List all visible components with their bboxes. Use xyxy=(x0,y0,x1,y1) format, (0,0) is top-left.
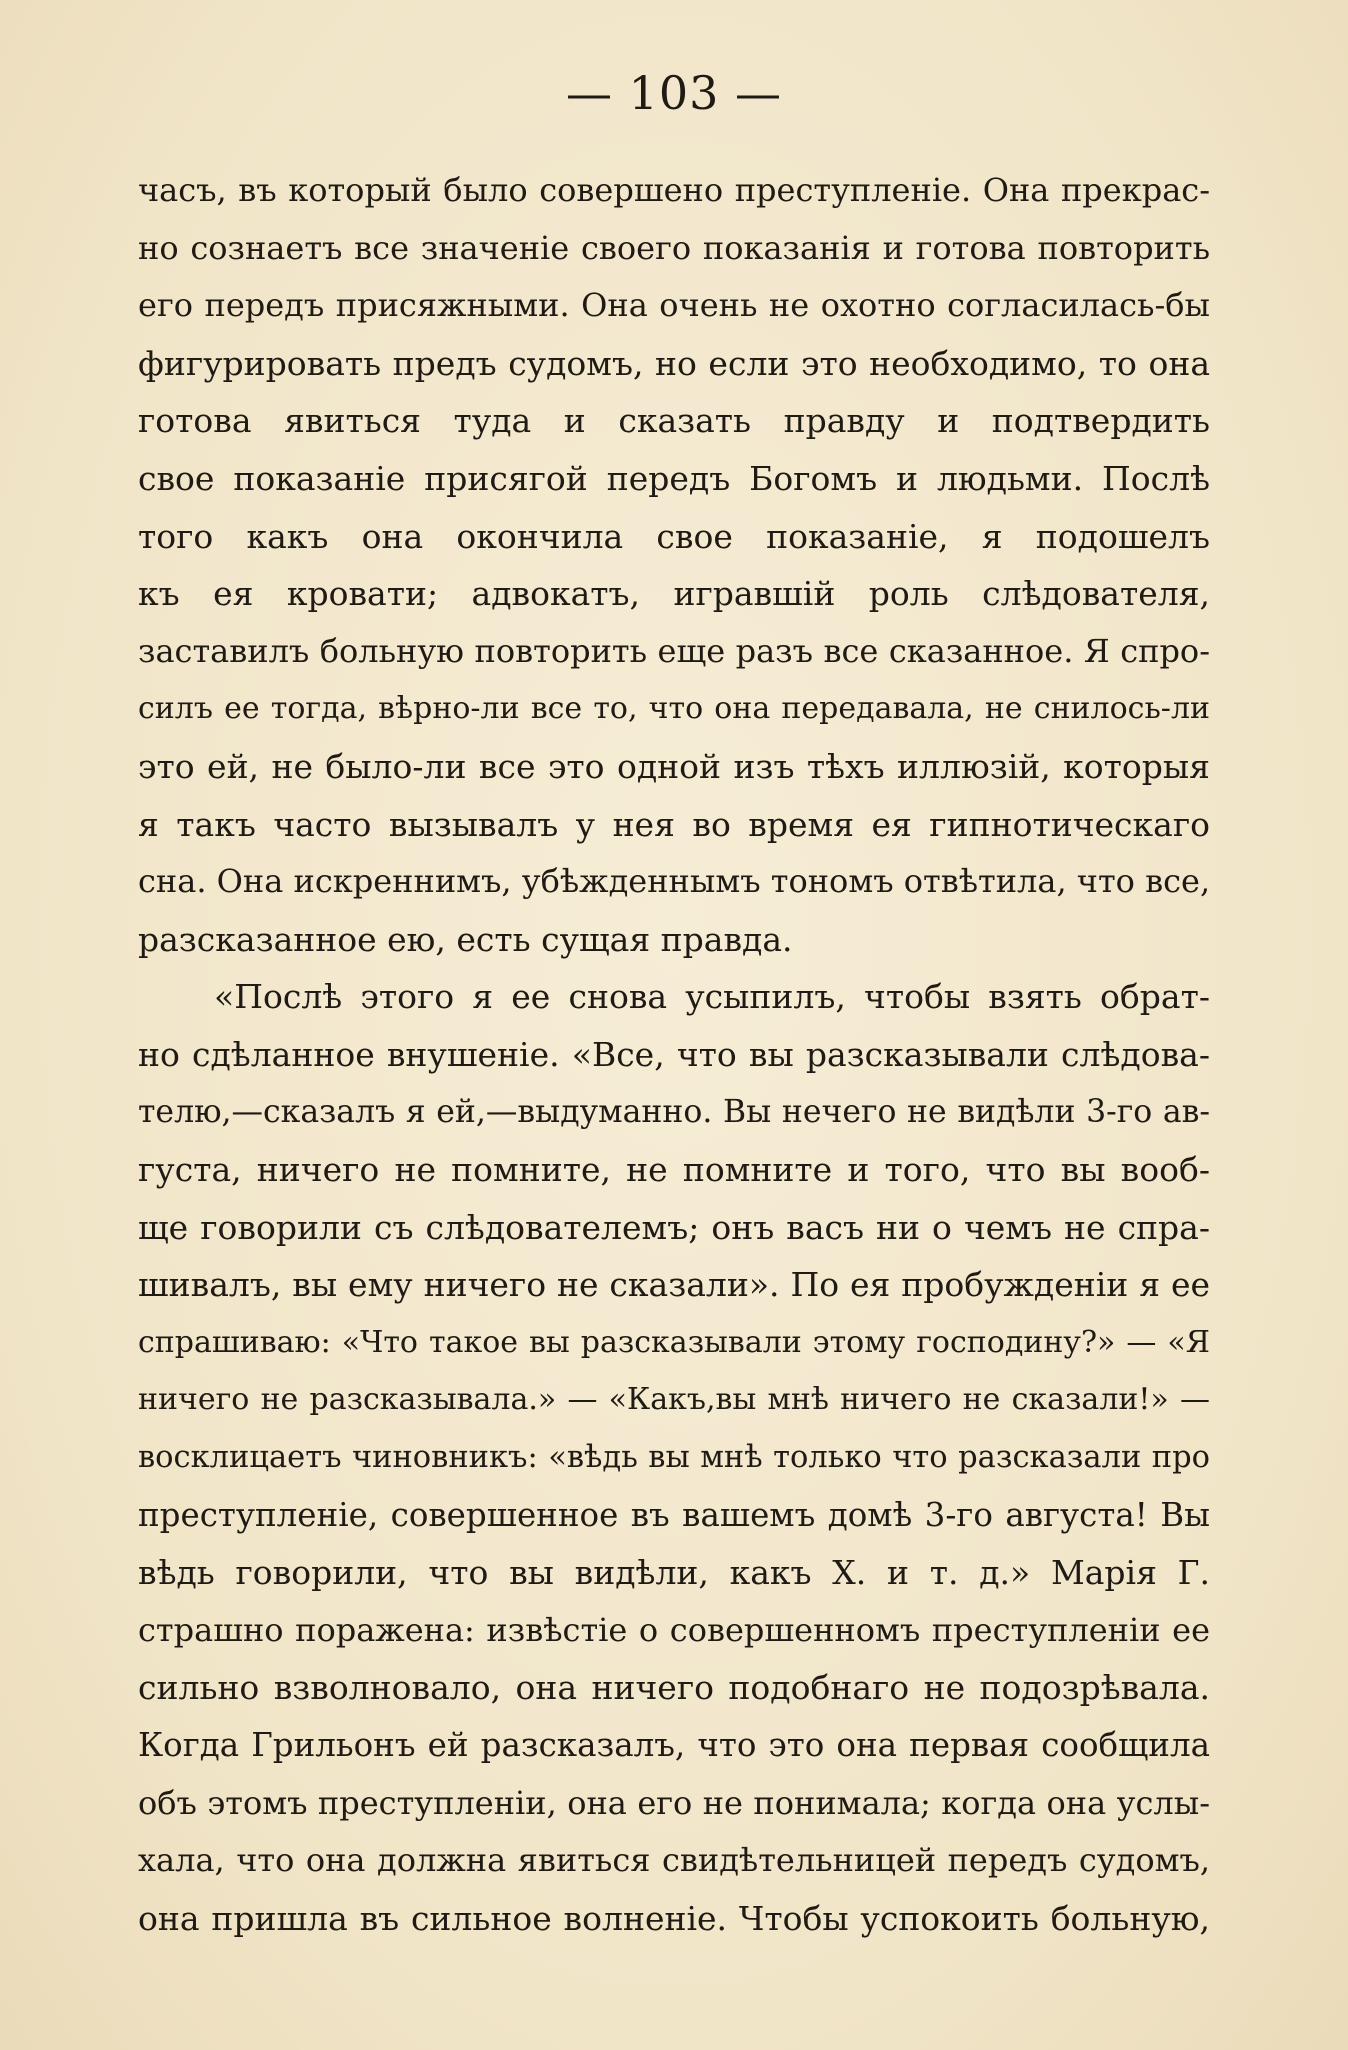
paragraph-start-line: «Послѣ этого я ее снова усыпилъ, чтобы взять обрат- xyxy=(214,977,1210,1017)
text-line: ще говорили съ слѣдователемъ; онъ васъ ни о чемъ не спра- xyxy=(138,1207,1210,1247)
text-line: къ ея кровати; адвокатъ, игравшій роль слѣдователя, xyxy=(138,574,1210,614)
text-line: объ этомъ преступленіи, она его не понимала; когда она услы- xyxy=(138,1783,1210,1822)
text-line: она пришла въ сильное волненіе. Чтобы успокоить больную, xyxy=(138,1898,1210,1938)
text-line: спрашиваю: «Что такое вы разсказывали этому господину?» — «Я xyxy=(138,1324,1210,1360)
text-line: того какъ она окончила свое показаніе, я подошелъ xyxy=(138,516,1210,556)
text-line: свое показаніе присягой передъ Богомъ и людьми. Послѣ xyxy=(138,458,1210,498)
text-line: готова явиться туда и сказать правду и подтвердить xyxy=(138,401,1210,441)
text-line: преступленіе, совершенное въ вашемъ домѣ 3-го августа! Вы xyxy=(138,1495,1210,1534)
text-line: часъ, въ который было совершено преступленіе. Она прекрас- xyxy=(138,171,1210,209)
text-line: шивалъ, вы ему ничего не сказали». По ея пробужденіи я ее xyxy=(138,1265,1210,1305)
text-line: заставилъ больную повторить еще разъ все сказанное. Я спро- xyxy=(138,631,1210,670)
text-line: густа, ничего не помните, не помните и того, что вы вооб- xyxy=(138,1150,1210,1190)
text-line: ничего не разсказывала.» — «Какъ,вы мнѣ ничего не сказали!» — xyxy=(138,1382,1210,1418)
page-number: — 103 — xyxy=(565,66,783,120)
text-line: но сдѣланное внушеніе. «Все, что вы разсказывали слѣдова- xyxy=(138,1034,1210,1074)
body-text xyxy=(138,162,1210,1947)
text-line: это ей, не было-ли все это одной изъ тѣхъ иллюзій, которыя xyxy=(138,746,1210,786)
text-line: сильно взволновало, она ничего подобнаго не подозрѣвала. xyxy=(138,1668,1210,1708)
text-line: хала, что она должна явиться свидѣтельницей передъ судомъ, xyxy=(138,1841,1210,1880)
text-line: я такъ часто вызывалъ у нея во время ея гипнотическаго xyxy=(138,804,1210,844)
text-line: вѣдь говорили, что вы видѣли, какъ X. и т. д.» Марія Г. xyxy=(138,1553,1210,1593)
text-line: но сознаетъ все значеніе своего показанія и готова повторить xyxy=(138,228,1210,267)
text-line: сна. Она искреннимъ, убѣжденнымъ тономъ отвѣтила, что все, xyxy=(138,862,1210,901)
text-line: телю,—сказалъ я ей,—выдуманно. Вы нечего не видѣли 3-го ав- xyxy=(138,1093,1210,1130)
text-line: его передъ присяжными. Она очень не охотно согласилась-бы xyxy=(138,286,1210,325)
text-line: фигурировать предъ судомъ, но если это необходимо, то она xyxy=(138,343,1210,383)
text-line: восклицаетъ чиновникъ: «вѣдь вы мнѣ только что разсказали про xyxy=(138,1440,1210,1476)
text-line: страшно поражена: извѣстіе о совершенномъ преступленіи ее xyxy=(138,1610,1210,1649)
text-line: силъ ее тогда, вѣрно-ли все то, что она передавала, не снилось-ли xyxy=(138,691,1210,727)
paragraph-end-line: разсказанное ею, есть сущая правда. xyxy=(138,919,793,959)
text-line: Когда Грильонъ ей разсказалъ, что это она первая сообщила xyxy=(138,1726,1210,1765)
